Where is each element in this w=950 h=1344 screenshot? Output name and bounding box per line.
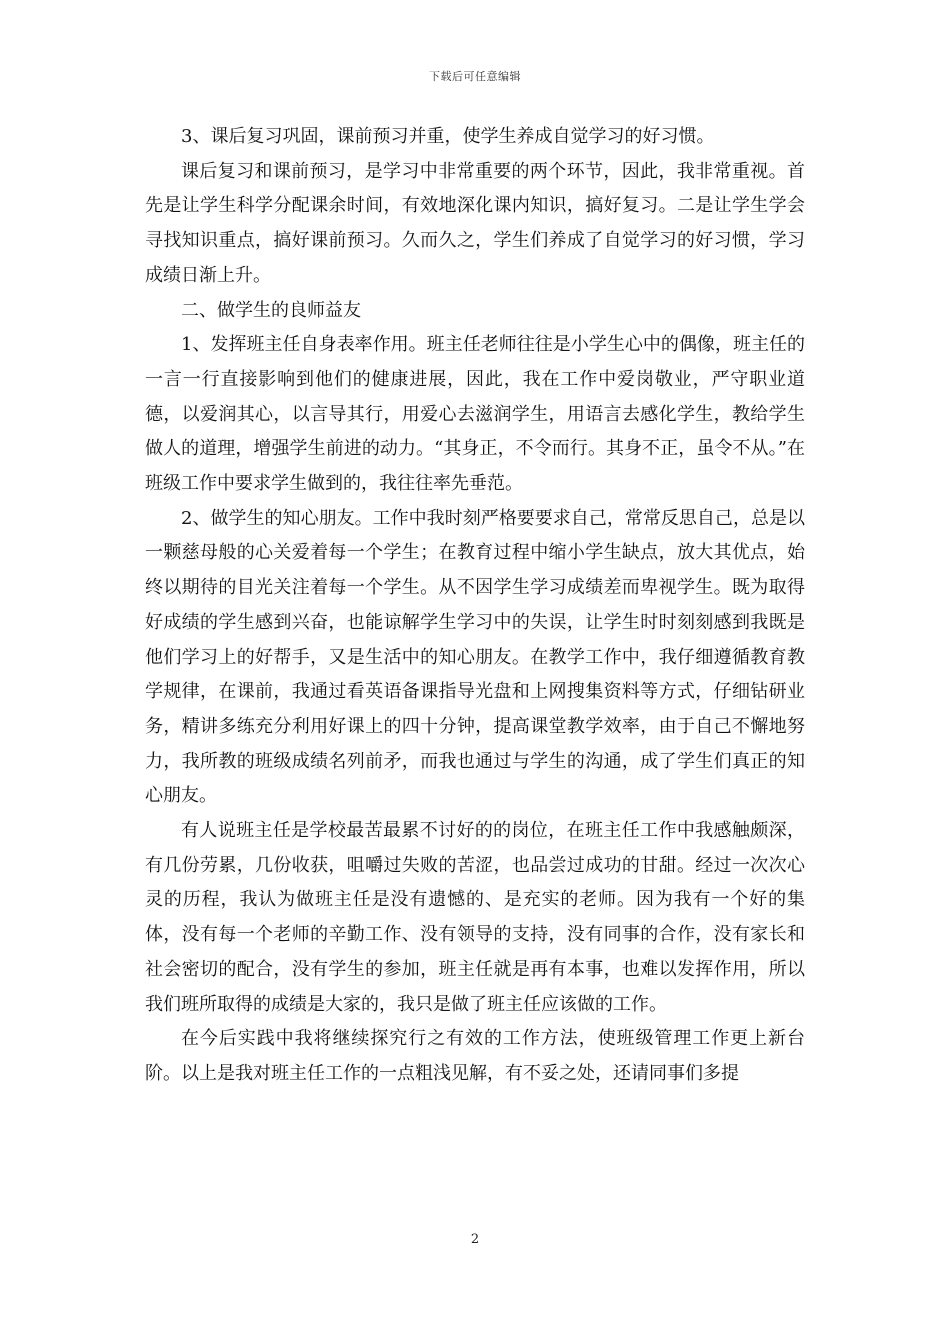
paragraph-review-details: 课后复习和课前预习，是学习中非常重要的两个环节，因此，我非常重视。首先是让学生科学分配课余时间，有效地深化课内知识，搞好复习。二是让学生学会寻找知识重点，搞好课前预习。久而久之，学生们养成了自觉学习的好习惯，学习成绩日渐上升。 — [145, 160, 805, 286]
page-number: 2 — [470, 1232, 480, 1247]
document-body — [145, 120, 805, 1092]
paragraph-future: 在今后实践中我将继续探究行之有效的工作方法，使班级管理工作更上新台阶。以上是我对班主任工作的一点粗浅见解，有不妥之处，还请同事们多提 — [145, 1028, 805, 1084]
paragraph-role-model: 1、发挥班主任自身表率作用。班主任老师往往是小学生心中的偶像，班主任的一言一行直接影响到他们的健康进展，因此，我在工作中爱岗敬业，严守职业道德，以爱润其心，以言导其行，用爱心去滋润学生，用语言去感化学生，教给学生做人的道理，增强学生前进的动力。“其身正，不令而行。其身不正，虽令不从。”在班级工作中要求学生做到的，我往往率先垂范。 — [145, 334, 805, 495]
paragraph-reflection: 有人说班主任是学校最苦最累不讨好的的岗位，在班主任工作中我感触颇深，有几份劳累，几份收获，咀嚼过失败的苦涩，也品尝过成功的甘甜。经过一次次心灵的历程，我认为做班主任是没有遗憾的、是充实的老师。因为我有一个好的集体，没有每一个老师的辛勤工作、没有领导的支持，没有同事的合作，没有家长和社会密切的配合，没有学生的参加，班主任就是再有本事，也难以发挥作用，所以我们班所取得的成绩是大家的，我只是做了班主任应该做的工作。 — [145, 820, 805, 1015]
page-header: 下载后可任意编辑 — [429, 70, 521, 83]
paragraph-review-preview: 3、课后复习巩固，课前预习并重，使学生养成自觉学习的好习惯。 — [181, 126, 715, 147]
section-heading-mentor: 二、做学生的良师益友 — [181, 299, 361, 321]
paragraph-friend: 2、做学生的知心朋友。工作中我时刻严格要要求自己，常常反思自己，总是以一颗慈母般的心关爱着每一个学生；在教育过程中缩小学生缺点，放大其优点，始终以期待的目光关注着每一个学生。从不因学生学习成绩差而卑视学生。既为取得好成绩的学生感到兴奋，也能谅解学生学习中的失误，让学生时时刻刻感到我既是他们学习上的好帮手，又是生活中的知心朋友。在教学工作中，我仔细遵循教育教学规律，在课前，我通过看英语备课指导光盘和上网搜集资料等方式，仔细钻研业务，精讲多练充分利用好课上的四十分钟，提高课堂教学效率，由于自己不懈地努力，我所教的班级成绩名列前矛，而我也通过与学生的沟通，成了学生们真正的知心朋友。 — [145, 507, 805, 807]
